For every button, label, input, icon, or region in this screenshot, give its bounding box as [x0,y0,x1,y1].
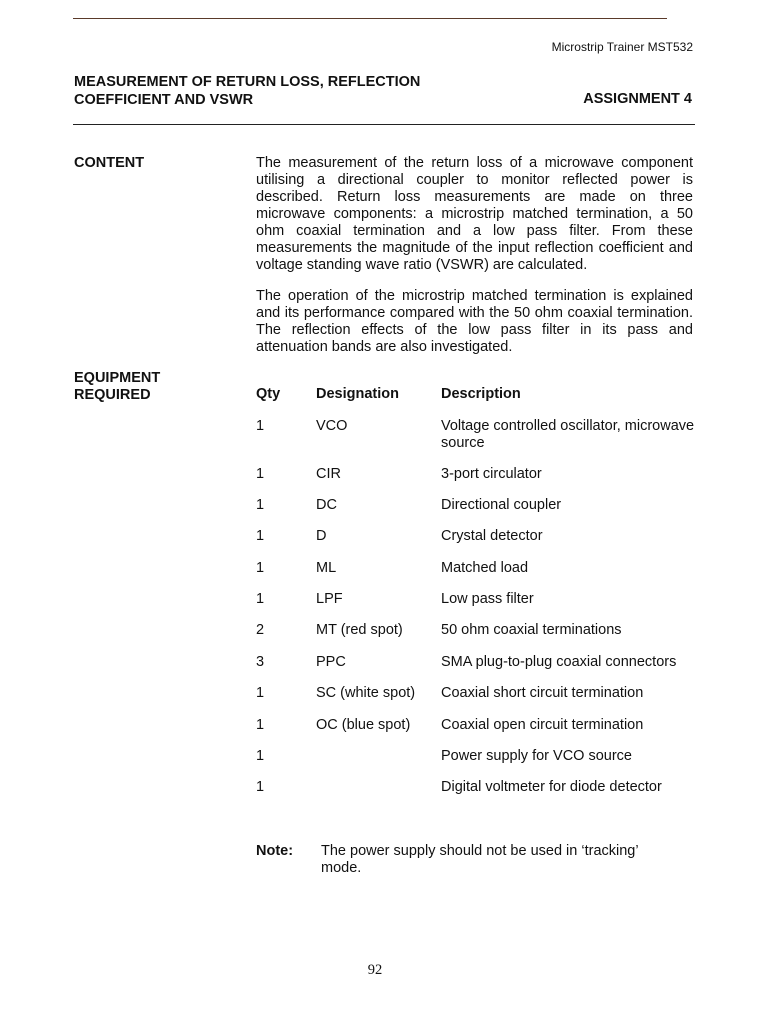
row-designation: PPC [316,653,346,670]
row-description: Crystal detector [441,528,543,545]
content-label: CONTENT [74,155,145,171]
equipment-table [256,386,696,811]
row-qty: 1 [256,528,265,545]
title-line-1: MEASUREMENT OF RETURN LOSS, REFLECTION [74,74,421,90]
header-description: Description [441,386,521,402]
table-row [256,466,696,497]
row-qty: 1 [256,591,265,608]
equipment-label-line-2: REQUIRED [74,387,151,403]
row-description: Low pass filter [441,591,534,608]
table-row [256,685,696,716]
row-designation: SC (white spot) [316,685,416,702]
row-description: 3-port circulator [441,465,542,482]
table-row [256,779,696,810]
running-head: Microstrip Trainer MST532 [551,40,693,54]
row-description: Directional coupler [441,496,562,513]
row-qty: 1 [256,779,265,796]
table-row [256,560,696,591]
header-qty: Qty [256,386,281,402]
row-description: Power supply for VCO source [441,748,632,765]
row-designation: ML [316,559,337,576]
row-qty: 3 [256,653,265,670]
row-qty: 2 [256,622,265,639]
page-number: 92 [367,962,383,978]
row-designation: CIR [316,465,341,482]
table-row [256,528,696,559]
row-description: SMA plug-to-plug coaxial connectors [441,653,677,670]
row-qty: 1 [256,748,265,765]
content-paragraph-2: The operation of the microstrip matched termination is explained and its performance compared with the 50 ohm coaxial termination. The reflection effects of the low pass filter in its pass and attenuation bands are also investigated. [256,288,693,355]
assignment-title [74,73,420,109]
title-rule [73,124,695,125]
row-qty: 1 [256,417,265,434]
row-description: 50 ohm coaxial terminations [441,622,622,639]
title-line-2: COEFFICIENT AND VSWR [74,92,254,108]
row-qty: 1 [256,559,265,576]
row-designation: D [316,528,327,545]
row-description: Matched load [441,559,529,576]
assignment-number: ASSIGNMENT 4 [583,91,692,107]
table-row [256,418,696,466]
row-qty: 1 [256,465,265,482]
table-row [256,748,696,779]
table-row [256,717,696,748]
row-designation: DC [316,496,337,513]
note-text: The power supply should not be used in ‘tracking’ mode. [321,843,639,876]
note-label: Note: [256,843,294,859]
table-row [256,497,696,528]
row-qty: 1 [256,716,265,733]
table-header-row [256,386,696,418]
row-designation: VCO [316,417,348,434]
row-description: Voltage controlled oscillator, microwave source [441,417,695,451]
row-description: Coaxial open circuit termination [441,716,644,733]
row-description: Digital voltmeter for diode detector [441,779,662,796]
row-qty: 1 [256,496,265,513]
row-designation: MT (red spot) [316,622,403,639]
row-description: Coaxial short circuit termination [441,685,644,702]
table-row [256,654,696,685]
table-row [256,622,696,653]
content-paragraph-1: The measurement of the return loss of a microwave component utilising a directional coupler to monitor reflected power is described. Return loss measurements are made on three microwave components: a microstrip matched termination, a 50 ohm coaxial termination and a low pass filter. From these measurements the magnitude of the input reflection coefficient and voltage standing wave ratio (VSWR) are calculated. [256,155,693,273]
top-rule [73,18,667,19]
row-qty: 1 [256,685,265,702]
equipment-label [74,370,160,404]
row-designation: LPF [316,591,343,608]
header-designation: Designation [316,386,399,402]
table-row [256,591,696,622]
equipment-label-line-1: EQUIPMENT [74,370,161,386]
row-designation: OC (blue spot) [316,716,411,733]
